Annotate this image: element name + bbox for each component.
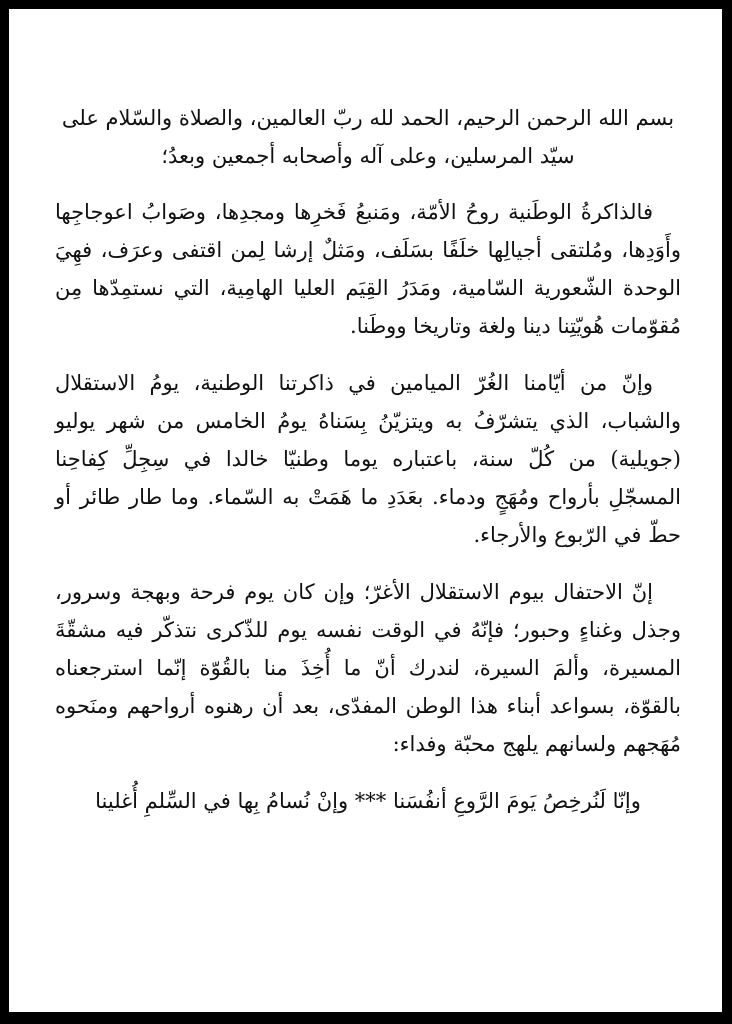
poetry-verse: وإنّا لَنُرخِصُ يَومَ الرَّوعِ أنفُسَنا *** وإنْ نُسامُ بِها في السِّلمِ أُغلينا	[95, 789, 641, 813]
opening-invocation: بسم الله الرحمن الرحيم، الحمد لله ربّ العالمين، والصلاة والسّلام على سيّد المرسلين، وعلى آله وأصحابه أجمعين وبعدُ؛	[61, 106, 675, 168]
paragraph-celebration: إنّ الاحتفال بيوم الاستقلال الأغرّ؛ وإن كان يوم فرحة وبهجة وسرور، وجذل وغناءٍ وحبور؛ فإنّهُ في الوقت نفسه يوم للذّكرى نتذكّر فيه مشقّةَ المسيرة، وألمَ السيرة، لندرك أنّ ما أُخِذَ منا بالقُوّة إنّما استرجعناه بالقوّة، بسواعد أبناء هذا الوطن المفدّى، بعد أن رهنوه أرواحهم ومنَحوه مُهَجهم ولسانهم يلهج محبّة وفداء:	[55, 580, 681, 756]
paragraph-independence-day: وإنّ من أيّامنا الغُرّ الميامين في ذاكرتنا الوطنية، يومُ الاستقلال والشباب، الذي يتشرّفُ به ويتزيّنُ بِسَناهُ يومُ الخامس من شهر يوليو (جويلية) من كُلّ سنة، باعتباره يوما وطنيّا خالدا في سِجِلِّ كِفاحِنا المسجّلِ بأرواح ومُهَجٍ ودماء. بعَدَدِ ما هَمَتْ به السّماء. وما طار طائر أو حطّ في الرّبوع والأرجاء.	[55, 371, 681, 547]
document-page	[9, 9, 722, 1012]
document-body	[55, 99, 681, 820]
paragraph-national-memory: فالذاكرةُ الوطَنية روحُ الأمّة، ومَنبعُ فَخرِها ومجدِها، وصَوابُ اعوجاجِها وأَوَدِها، ومُلتقى أجيالِها خلَفًا بسَلَف، ومَثلٌ إرشا لِمن اقتفى وعرَف، فهِيَ الوحدة الشّعورية السّامية، ومَدَرُ القِيَم العليا الهامِية، التي نستمِدّها مِن مُقوّمات هُويّتِنا دينا ولغة وتاريخا ووطَنا.	[55, 200, 681, 338]
